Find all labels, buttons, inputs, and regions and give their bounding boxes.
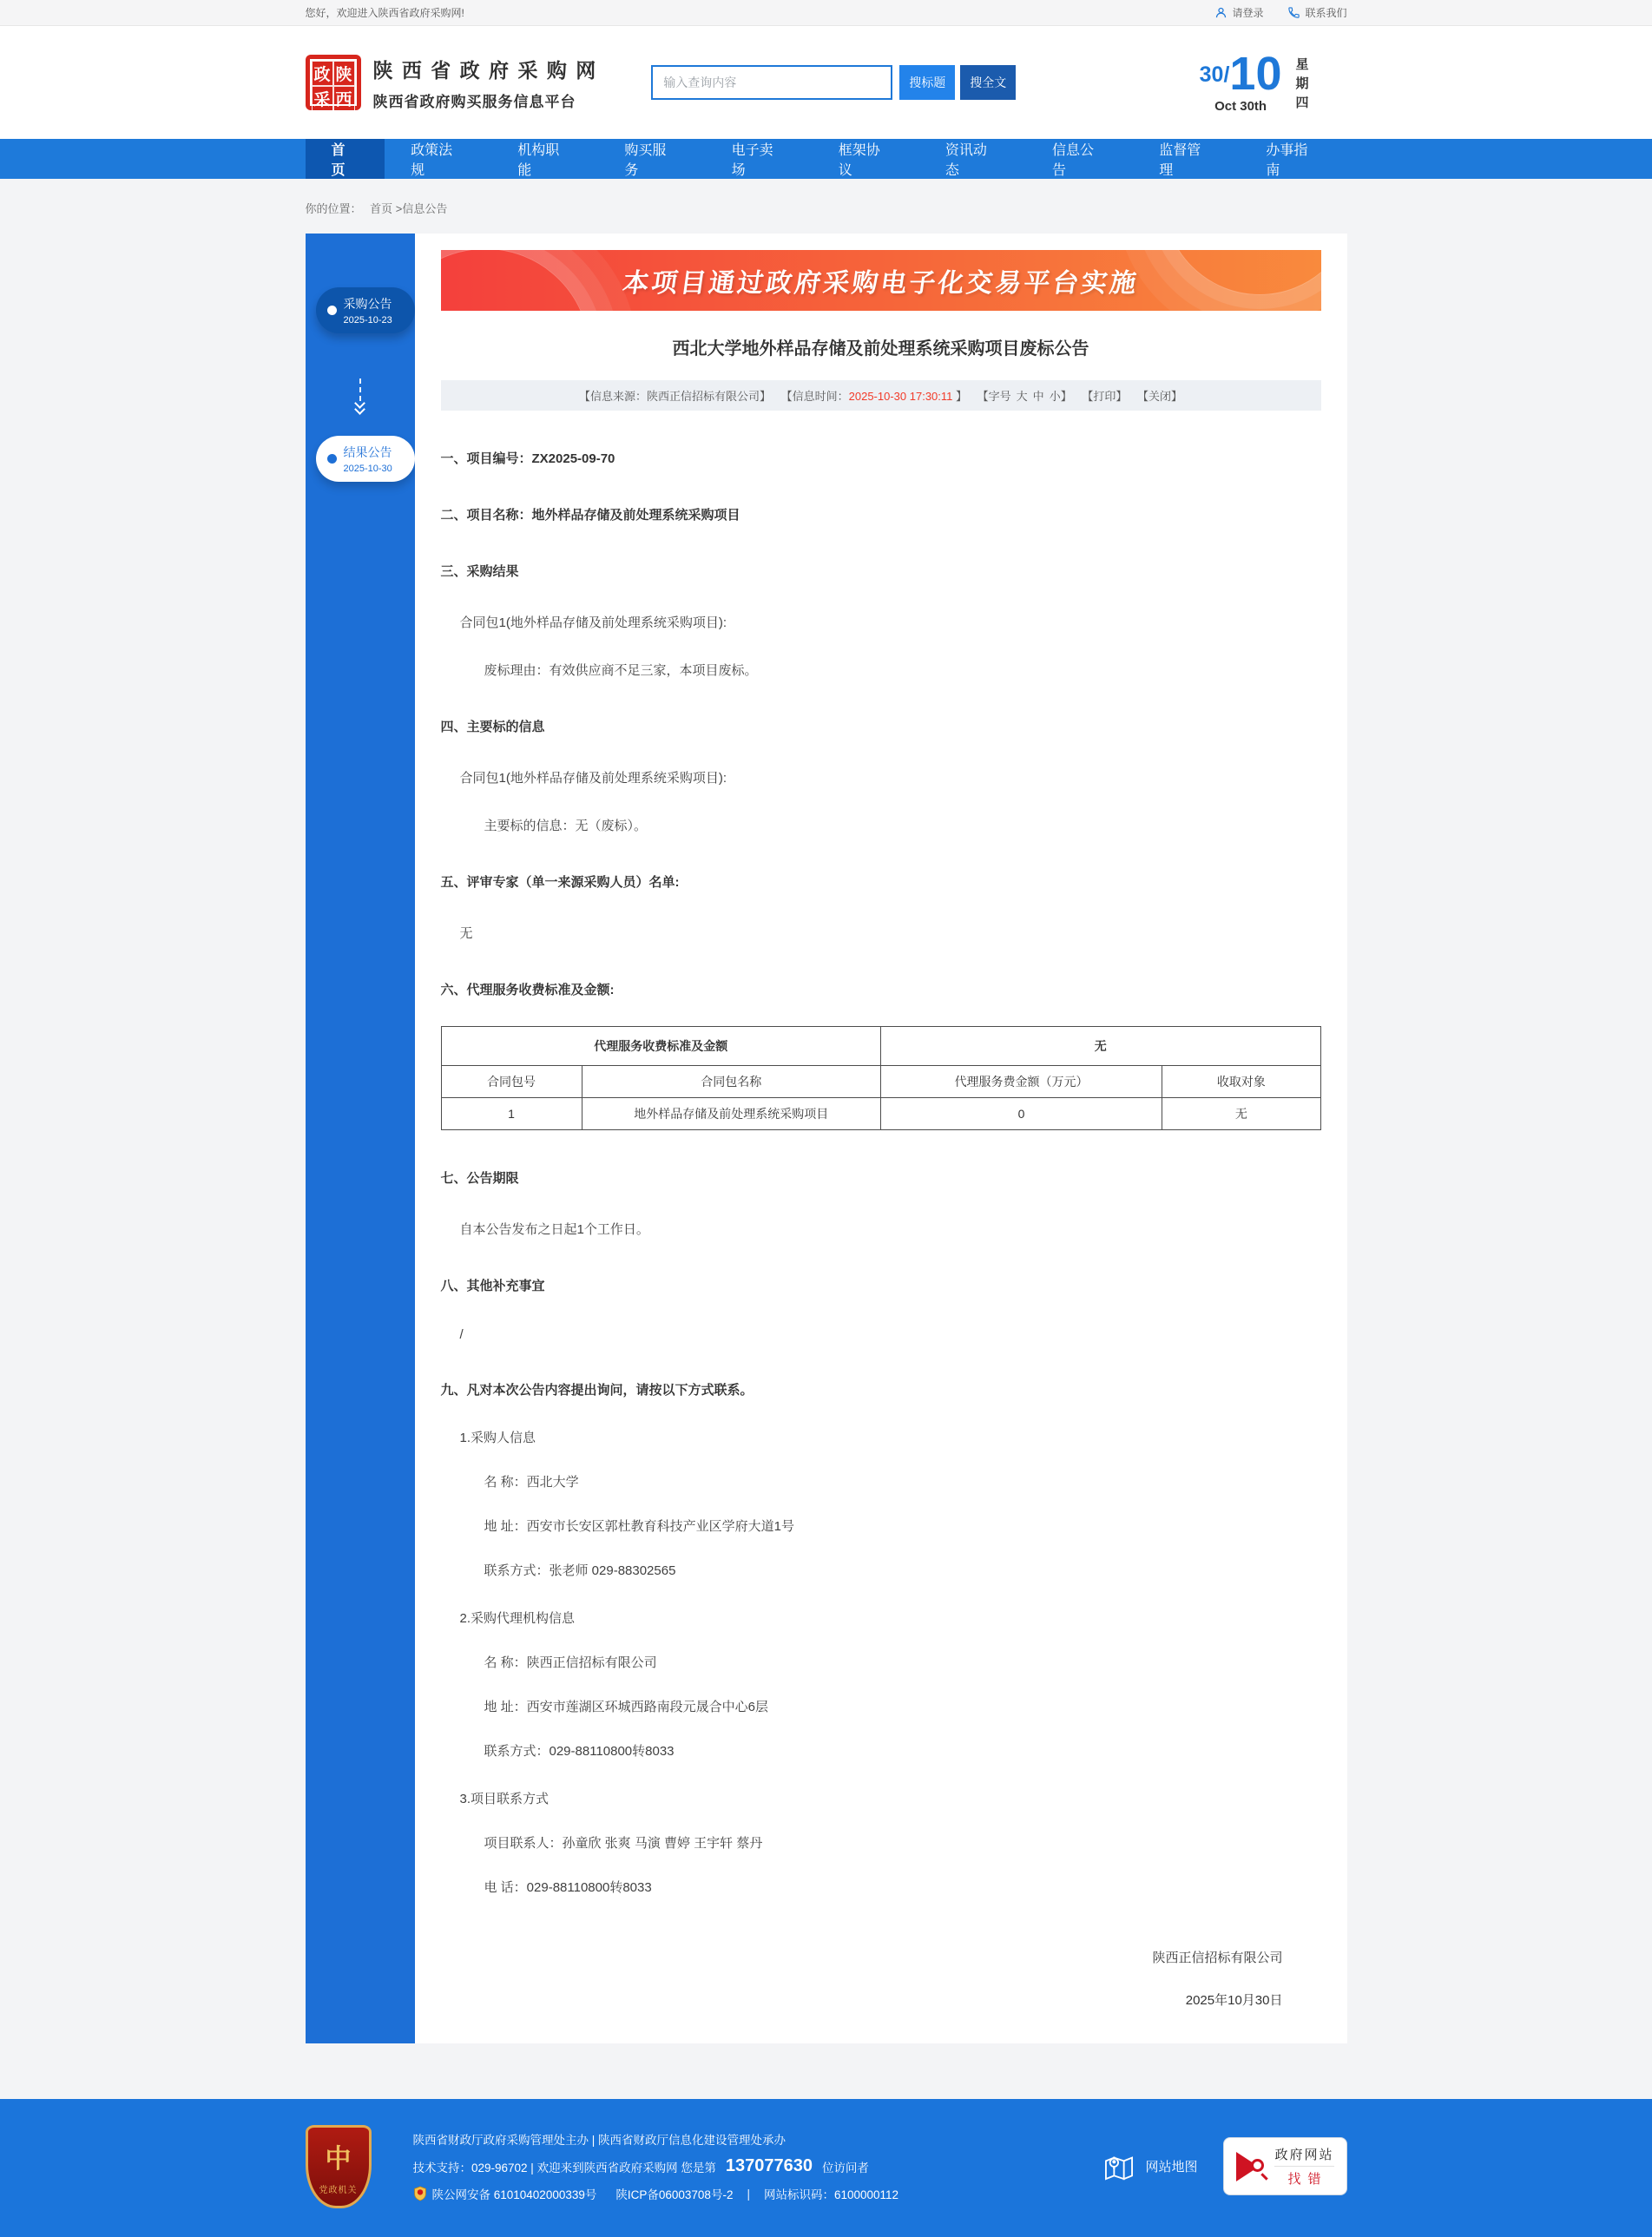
police-badge-icon — [413, 2186, 427, 2201]
footer-support-text: 技术支持：029-96702 | 欢迎来到陕西省政府采购网 您是第 — [412, 2161, 716, 2174]
sitemap-link[interactable] — [1103, 2153, 1197, 2181]
contact-line: 联系方式：029-88110800转8033 — [484, 1744, 675, 1759]
main-nav — [0, 139, 1652, 179]
agency-fee-table — [441, 1026, 1321, 1130]
footer-divider: | — [747, 2187, 750, 2201]
nav-item-policies[interactable]: 政策法规 — [411, 143, 453, 178]
magnifier-handle — [1261, 2173, 1268, 2180]
date-widget — [1200, 50, 1347, 115]
date-english: Oct 30th — [1214, 99, 1267, 114]
sitemap-label: 网站地图 — [1145, 2160, 1198, 2174]
contact-line: 地 址：西安市莲湖区环城西路南段元晟合中心6层 — [484, 1700, 769, 1714]
search-bar — [651, 65, 1016, 100]
table-row — [441, 1098, 1320, 1130]
paragraph: 废标理由：有效供应商不足三家，本项目废标。 — [484, 663, 758, 678]
paragraph: 无 — [459, 926, 473, 941]
table-header-cell: 合同包号 — [441, 1066, 582, 1098]
sidebar-item-procurement-notice[interactable] — [316, 287, 415, 333]
contact-us-link[interactable] — [1287, 5, 1346, 20]
table-merged-cell: 代理服务收费标准及金额 — [441, 1027, 880, 1066]
breadcrumb-bar — [0, 179, 1652, 234]
breadcrumb-current: >信息公告 — [395, 202, 448, 215]
site-logo — [306, 55, 361, 110]
section-heading-3: 三、采购结果 — [440, 564, 519, 579]
font-size-small-link[interactable]: 小 — [1049, 390, 1061, 403]
date-numbers — [1200, 50, 1282, 114]
brand[interactable] — [306, 55, 598, 111]
contact-line: 名 称：西北大学 — [484, 1475, 579, 1490]
section-heading-6: 六、代理服务收费标准及金额: — [440, 983, 615, 997]
paragraph: / — [459, 1327, 464, 1342]
magnifier-icon — [1251, 2159, 1264, 2172]
section-heading-1: 一、项目编号：ZX2025-09-70 — [440, 451, 615, 466]
contact-us-label: 联系我们 — [1305, 7, 1347, 19]
paragraph: 合同包1(地外样品存储及前处理系统采购项目): — [459, 771, 727, 786]
logo-char: 陕 — [333, 61, 355, 86]
timeline-sidebar — [306, 234, 415, 2043]
breadcrumb — [306, 200, 1347, 216]
phone-icon — [1287, 6, 1300, 19]
meta-time: 2025-10-30 17:30:11 — [848, 390, 953, 403]
signature-date: 2025年10月30日 — [1185, 1993, 1283, 2008]
contact-line: 名 称：陕西正信招标有限公司 — [484, 1655, 657, 1670]
error-badge-title: 政府网站 — [1274, 2148, 1334, 2162]
site-title: 陕 西 省 政 府 采 购 网 — [372, 58, 598, 82]
meta-fontsize-close: 】 — [1060, 390, 1072, 403]
table-cell: 0 — [880, 1098, 1162, 1130]
error-badge-texts — [1274, 2145, 1333, 2188]
search-input[interactable] — [651, 65, 892, 100]
date-month: 10 — [1229, 48, 1282, 100]
date-weekday: 星期四 — [1293, 57, 1309, 115]
contact-line: 电 话：029-88110800转8033 — [484, 1880, 652, 1895]
site-subtitle: 陕西省政府购买服务信息平台 — [372, 93, 576, 110]
logo-char: 政 — [312, 61, 333, 86]
sidebar-item-title: 结果公告 — [343, 445, 392, 459]
timeline-dot — [327, 454, 337, 464]
nav-item-functions[interactable]: 机构职能 — [517, 143, 560, 178]
logo-char: 西 — [333, 86, 355, 111]
map-icon — [1103, 2153, 1135, 2181]
footer-right — [1103, 2137, 1346, 2195]
meta-time-open: 【信息时间： — [780, 390, 849, 403]
nav-item-guide[interactable]: 办事指南 — [1266, 143, 1308, 178]
beian-icp-link[interactable]: 陕ICP备06003708号-2 — [615, 2188, 734, 2201]
gov-site-error-report-badge[interactable] — [1223, 2137, 1346, 2195]
section-heading-4: 四、主要标的信息 — [440, 720, 545, 734]
table-merged-row — [441, 1027, 1320, 1066]
footer-info — [413, 2122, 1104, 2211]
footer-line-beian — [413, 2185, 1104, 2202]
search-fulltext-button[interactable]: 搜全文 — [960, 65, 1016, 100]
breadcrumb-prefix: 你的位置： — [305, 202, 362, 215]
visitor-count: 137077630 — [725, 2156, 813, 2175]
sidebar-item-result-notice[interactable] — [316, 436, 415, 482]
article-body — [441, 449, 1321, 2009]
table-cell: 地外样品存储及前处理系统采购项目 — [582, 1098, 880, 1130]
site-logo-seal — [310, 59, 357, 109]
beian-gongan-link[interactable]: 陕公网安备 61010402000339号 — [431, 2188, 597, 2201]
search-title-button[interactable]: 搜标题 — [899, 65, 955, 100]
section-heading-7: 七、公告期限 — [440, 1171, 519, 1186]
error-badge-subtitle: 找错 — [1274, 2166, 1333, 2188]
font-size-large-link[interactable]: 大 — [1016, 390, 1028, 403]
login-label: 请登录 — [1232, 7, 1264, 19]
header — [0, 26, 1652, 139]
nav-item-announcements[interactable]: 信息公告 — [1052, 143, 1095, 178]
signature-block — [441, 1948, 1321, 2009]
welcome-text: 您好，欢迎进入陕西省政府采购网! — [305, 7, 464, 19]
topbar-right — [1190, 5, 1346, 20]
sidebar-item-date: 2025-10-30 — [343, 464, 392, 474]
font-size-medium-link[interactable]: 中 — [1032, 390, 1044, 403]
timeline-arrow-icon — [306, 378, 415, 413]
table-header-row — [441, 1066, 1320, 1098]
article-panel — [415, 234, 1347, 2043]
banner-text: 本项目通过政府采购电子化交易平台实施 — [620, 269, 1141, 298]
contact-group-title: 2.采购代理机构信息 — [459, 1611, 576, 1626]
sidebar-item-date: 2025-10-23 — [343, 315, 392, 326]
article-title: 西北大学地外样品存储及前处理系统采购项目废标公告 — [672, 339, 1089, 359]
table-cell: 无 — [1162, 1098, 1320, 1130]
contact-group-title: 1.采购人信息 — [459, 1431, 536, 1445]
contact-line: 地 址：西安市长安区郭杜教育科技产业区学府大道1号 — [484, 1519, 795, 1534]
nav-item-home[interactable]: 首页 — [306, 139, 385, 179]
meta-source: 【信息来源：陕西正信招标有限公司】 — [578, 390, 771, 403]
signature-company: 陕西正信招标有限公司 — [1152, 1951, 1283, 1965]
topbar — [0, 0, 1652, 26]
nav-item-emall[interactable]: 电子卖场 — [731, 143, 773, 178]
paragraph: 自本公告发布之日起1个工作日。 — [459, 1222, 649, 1237]
contact-line: 项目联系人：孙童欣 张爽 马演 曹婷 王宇轩 蔡丹 — [484, 1836, 763, 1851]
paragraph: 合同包1(地外样品存储及前处理系统采购项目): — [459, 615, 727, 630]
emblem-label: 党政机关 — [319, 2186, 358, 2195]
contact-group-title: 3.项目联系方式 — [459, 1792, 550, 1806]
government-emblem-badge — [306, 2125, 372, 2208]
table-cell: 1 — [441, 1098, 582, 1130]
table-header-cell: 收取对象 — [1162, 1066, 1320, 1098]
site-code: 网站标识码：6100000112 — [763, 2188, 899, 2201]
section-heading-2: 二、项目名称：地外样品存储及前处理系统采购项目 — [440, 508, 740, 523]
section-heading-8: 八、其他补充事宜 — [440, 1279, 545, 1293]
table-header-cell: 合同包名称 — [582, 1066, 880, 1098]
footer-line-organizers: 陕西省财政厅政府采购管理处主办 | 陕西省财政厅信息化建设管理处承办 — [412, 2134, 787, 2147]
close-link[interactable]: 【关闭】 — [1136, 390, 1182, 403]
date-day: 30/ — [1199, 63, 1230, 87]
paragraph: 主要标的信息：无（废标）。 — [484, 819, 648, 833]
platform-banner — [441, 250, 1321, 311]
emblem-symbol: 中 — [325, 2145, 352, 2174]
logo-char: 采 — [312, 86, 333, 111]
footer-line-support — [413, 2156, 1104, 2176]
meta-fontsize-open: 【字号 — [977, 390, 1011, 403]
contact-line: 联系方式：张老师 029-88302565 — [484, 1563, 676, 1578]
print-link[interactable]: 【打印】 — [1082, 390, 1128, 403]
flag-magnifier-icon — [1236, 2152, 1266, 2181]
meta-time-close: 】 — [952, 390, 968, 403]
article-meta-bar — [441, 380, 1321, 411]
sidebar-item-title: 采购公告 — [343, 297, 392, 311]
nav-item-supervision[interactable]: 监督管理 — [1159, 143, 1201, 178]
user-icon — [1214, 6, 1227, 19]
nav-item-news[interactable]: 资讯动态 — [944, 143, 987, 178]
section-heading-5: 五、评审专家（单一来源采购人员）名单: — [440, 875, 680, 890]
main-area — [0, 234, 1652, 2099]
footer-visitor-suffix: 位访问者 — [821, 2161, 869, 2174]
footer — [0, 2099, 1652, 2237]
breadcrumb-home-link[interactable]: 首页 — [370, 202, 393, 215]
login-link[interactable] — [1214, 5, 1263, 20]
site-titles — [373, 55, 598, 111]
table-header-cell: 代理服务费金额（万元） — [880, 1066, 1162, 1098]
nav-item-framework-agreements[interactable]: 框架协议 — [838, 143, 880, 178]
nav-item-purchase-services[interactable]: 购买服务 — [624, 143, 667, 178]
table-merged-cell: 无 — [880, 1027, 1320, 1066]
section-heading-9: 九、凡对本次公告内容提出询问，请按以下方式联系。 — [440, 1383, 754, 1398]
timeline-dot — [327, 306, 337, 315]
